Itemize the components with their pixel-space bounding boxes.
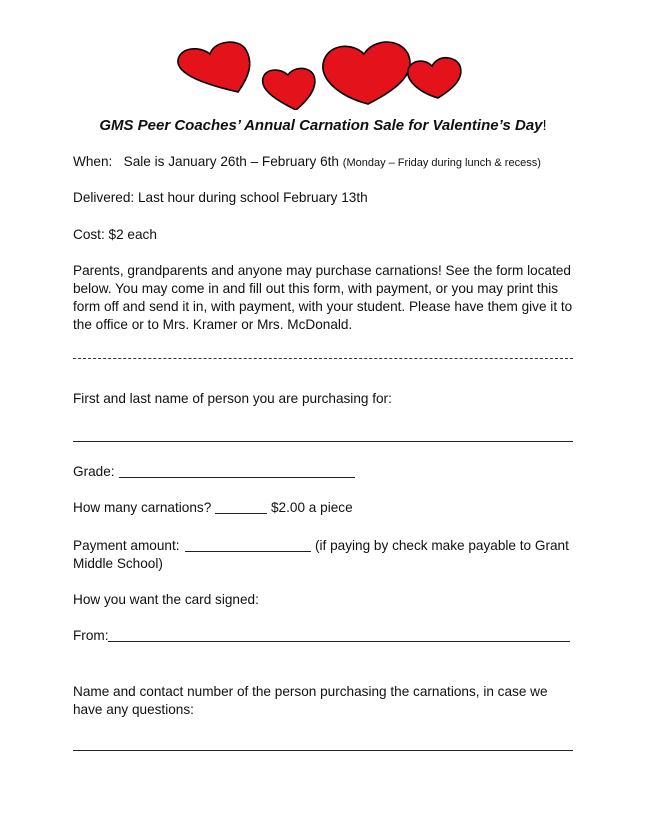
heart-2-icon [263, 68, 315, 110]
payment-blank-line[interactable] [185, 551, 311, 552]
cost-line: Cost: $2 each [73, 227, 157, 242]
recipient-label: First and last name of person you are purchasing for: [73, 391, 392, 406]
purchaser-blank-line[interactable] [73, 750, 573, 751]
grade-blank-line[interactable] [119, 477, 355, 478]
quantity-note: $2.00 a piece [271, 500, 353, 515]
heart-1-icon [178, 42, 250, 92]
heart-4-icon [408, 58, 461, 98]
hearts-illustration [168, 30, 478, 110]
recipient-blank-line[interactable] [73, 441, 573, 442]
payment-note-2: Middle School) [73, 556, 163, 571]
when-line: When: Sale is January 26th – February 6th (Monday – Friday during lunch & recess) [73, 154, 541, 169]
payment-label: Payment amount: [73, 538, 180, 553]
card-signed-label: How you want the card signed: [73, 592, 259, 607]
heart-3-icon [323, 42, 410, 104]
cut-line-divider [73, 358, 573, 359]
purchaser-label-2: have any questions: [73, 702, 194, 717]
page-title: GMS Peer Coaches’ Annual Carnation Sale for Valentine’s Day! [99, 117, 547, 134]
quantity-blank-line[interactable] [215, 513, 267, 514]
grade-label: Grade: [73, 464, 115, 479]
payment-note-1: (if paying by check make payable to Grant [315, 538, 569, 553]
from-label: From: [73, 628, 109, 643]
intro-paragraph: Parents, grandparents and anyone may purchase carnations! See the form located below. You may come in and fill out this form, with payment, or you may print this form off and send it in, with payment, with your student. Please have them give it to the office or to Mrs. Kramer or Mrs. McDonald. [73, 263, 573, 332]
purchaser-label-1: Name and contact number of the person purchasing the carnations, in case we [73, 684, 548, 699]
delivered-line: Delivered: Last hour during school February 13th [73, 190, 368, 205]
quantity-label: How many carnations? [73, 500, 212, 515]
from-blank-line[interactable] [108, 641, 570, 642]
